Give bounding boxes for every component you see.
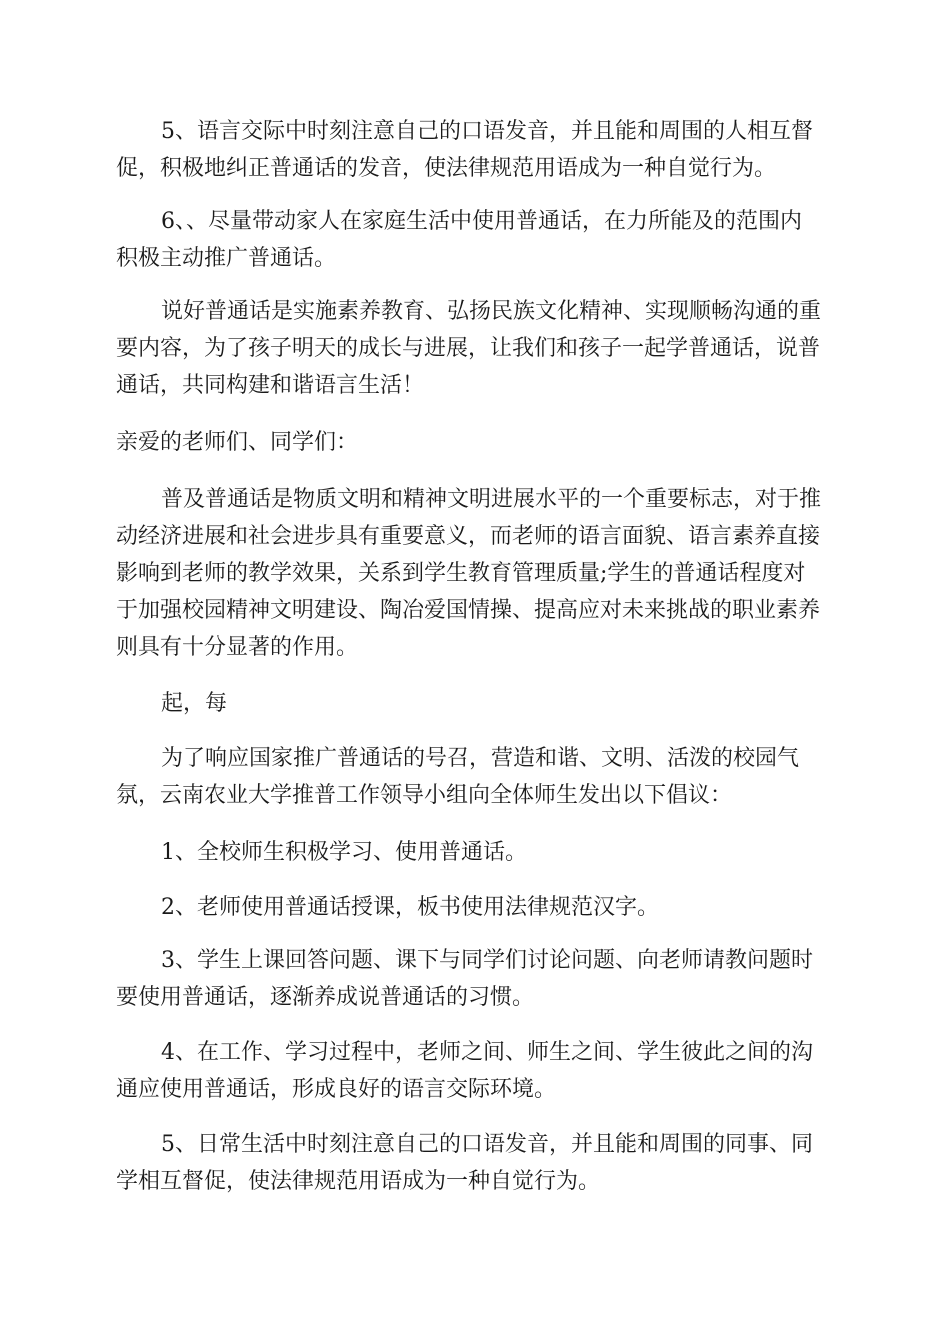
- text-line: 为了响应国家推广普通话的号召，营造和谐、文明、活泼的校园气: [161, 746, 800, 771]
- paragraph-3: [116, 293, 836, 404]
- text-line: 通应使用普通话，形成良好的语言交际环境。: [116, 1077, 557, 1102]
- text-line: 促，积极地纠正普通话的发音，使法律规范用语成为一种自觉行为。: [116, 156, 777, 181]
- paragraph-7: [116, 740, 836, 814]
- text-line: 氛，云南农业大学推普工作领导小组向全体师生发出以下倡议：: [116, 783, 733, 808]
- text-line: 要内容，为了孩子明天的成长与进展，让我们和孩子一起学普通话，说普: [116, 336, 821, 361]
- text-line: 说好普通话是实施素养教育、弘扬民族文化精神、实现顺畅沟通的重: [161, 299, 822, 324]
- text-line: 通话，共同构建和谐语言生活！: [116, 373, 425, 398]
- text-line: 5、日常生活中时刻注意自己的口语发音，并且能和周围的同事、同: [161, 1132, 813, 1157]
- text-line: 3、学生上课回答问题、课下与同学们讨论问题、向老师请教问题时: [161, 948, 813, 973]
- paragraph-1: [116, 113, 836, 187]
- text-line: 影响到老师的教学效果，关系到学生教育管理质量;学生的普通话程度对: [116, 561, 806, 586]
- list-item-2: [116, 889, 836, 926]
- text-line: 4、在工作、学习过程中，老师之间、师生之间、学生彼此之间的沟: [161, 1040, 813, 1065]
- text-line: 普及普通话是物质文明和精神文明进展水平的一个重要标志，对于推: [161, 487, 822, 512]
- text-line: 要使用普通话，逐渐养成说普通话的习惯。: [116, 985, 535, 1010]
- paragraph-5: [116, 481, 836, 666]
- list-item-3: [116, 942, 836, 1016]
- text-line: 2、老师使用普通话授课，板书使用法律规范汉字。: [161, 895, 659, 920]
- list-item-5: [116, 1126, 836, 1200]
- list-item-4: [116, 1034, 836, 1108]
- paragraph-2: [116, 203, 836, 277]
- text-line: 起，每: [161, 691, 228, 716]
- text-line: 5、语言交际中时刻注意自己的口语发音，并且能和周围的人相互督: [161, 119, 813, 144]
- text-line: 6、、尽量带动家人在家庭生活中使用普通话，在力所能及的范围内: [161, 209, 802, 234]
- text-line: 动经济进展和社会进步具有重要意义，而老师的语言面貌、语言素养直接: [116, 524, 821, 549]
- salutation: [116, 424, 836, 461]
- text-line: 则具有十分显著的作用。: [116, 635, 359, 660]
- text-line: 于加强校园精神文明建设、陶冶爱国情操、提高应对未来挑战的职业素养: [116, 598, 821, 623]
- paragraph-6: [116, 685, 836, 722]
- text-line: 亲爱的老师们、同学们：: [116, 430, 359, 455]
- text-line: 积极主动推广普通话。: [116, 246, 337, 271]
- list-item-1: [116, 834, 836, 871]
- text-line: 学相互督促，使法律规范用语成为一种自觉行为。: [116, 1169, 601, 1194]
- text-line: 1、全校师生积极学习、使用普通话。: [161, 840, 527, 865]
